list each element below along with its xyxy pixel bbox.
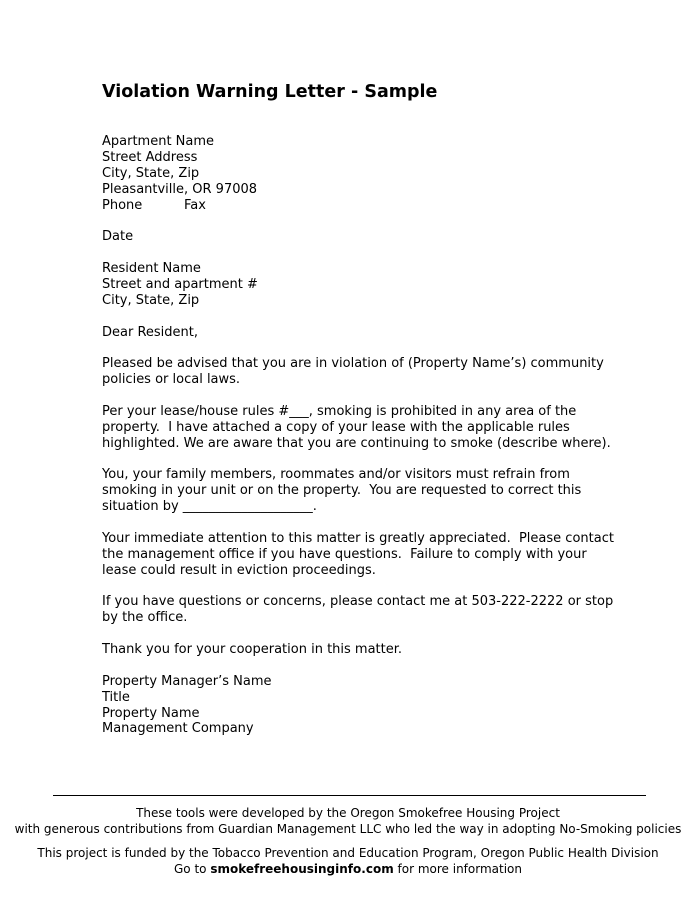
page-title: Violation Warning Letter - Sample [102,82,438,102]
signature-block [102,674,622,738]
footer-funding [0,845,696,877]
footer-divider [53,795,646,796]
sender-apartment-name: Apartment Name [102,134,215,149]
paragraph-line: Thank you for your cooperation in this matter. [102,642,403,658]
signature-company: Management Company [102,721,254,737]
phone-label: Phone [102,197,143,213]
recipient-name: Resident Name [102,261,201,277]
footer-credits [0,805,696,837]
recipient-city-state-zip: City, State, Zip [102,292,200,308]
footer-line-1: These tools were developed by the Oregon Smokefree Housing Project [136,806,560,820]
footer-goto-line [0,861,696,877]
paragraph-thanks [102,642,622,658]
date-line: Date [102,229,134,245]
footer-goto-prefix: Go to [174,862,211,876]
date-block [102,229,622,245]
salutation-block [102,325,622,341]
sender-city-line: Pleasantville, OR 97008 [102,181,258,197]
signature-manager-name: Property Manager’s Name [102,673,272,689]
paragraph-line: highlighted. We are aware that you are continuing to smoke (describe where). [102,435,611,451]
footer-line-2: with generous contributions from Guardian Management LLC who led the way in adopting No-Smoking policies [14,822,682,836]
recipient-address [102,261,622,309]
paragraph-line: by the office. [102,610,188,626]
recipient-street: Street and apartment # [102,276,258,292]
footer-goto-suffix: for more information [393,862,522,876]
paragraph-contact [102,594,622,626]
paragraph-immediate-attention [102,531,622,579]
salutation: Dear Resident, [102,324,199,340]
paragraph-line: situation by ____________________. [102,499,317,515]
paragraph-line: property. I have attached a copy of your lease with the applicable rules [102,419,570,435]
letter-body [102,134,622,753]
signature-property-name: Property Name [102,705,200,721]
fax-label: Fax [184,197,206,213]
signature-title: Title [102,689,130,705]
paragraph-line: Your immediate attention to this matter is greatly appreciated. Please contact [102,530,614,546]
paragraph-line: smoking in your unit or on the property. You are requested to correct this [102,483,582,499]
paragraph-refrain [102,467,622,515]
sender-city-state-zip: City, State, Zip [102,165,200,181]
paragraph-line: Per your lease/house rules #___, smoking is prohibited in any area of the [102,403,577,419]
paragraph-line: You, your family members, roommates and/or visitors must refrain from [102,467,570,483]
paragraph-line: lease could result in eviction proceedings. [102,562,376,578]
paragraph-line: Pleased be advised that you are in violation of (Property Name’s) community [102,356,604,372]
sender-street-address: Street Address [102,149,198,165]
paragraph-violation-notice [102,356,622,388]
sender-phone-fax [102,198,622,214]
paragraph-line: the management office if you have questions. Failure to comply with your [102,546,587,562]
paragraph-lease-rules [102,404,622,452]
footer-line-3: This project is funded by the Tobacco Prevention and Education Program, Oregon Public Health Division [37,846,659,860]
sender-address [102,134,622,214]
paragraph-line: policies or local laws. [102,372,241,388]
footer-website-link[interactable]: smokefreehousinginfo.com [210,862,394,876]
paragraph-line: If you have questions or concerns, please contact me at 503-222-2222 or stop [102,594,614,610]
